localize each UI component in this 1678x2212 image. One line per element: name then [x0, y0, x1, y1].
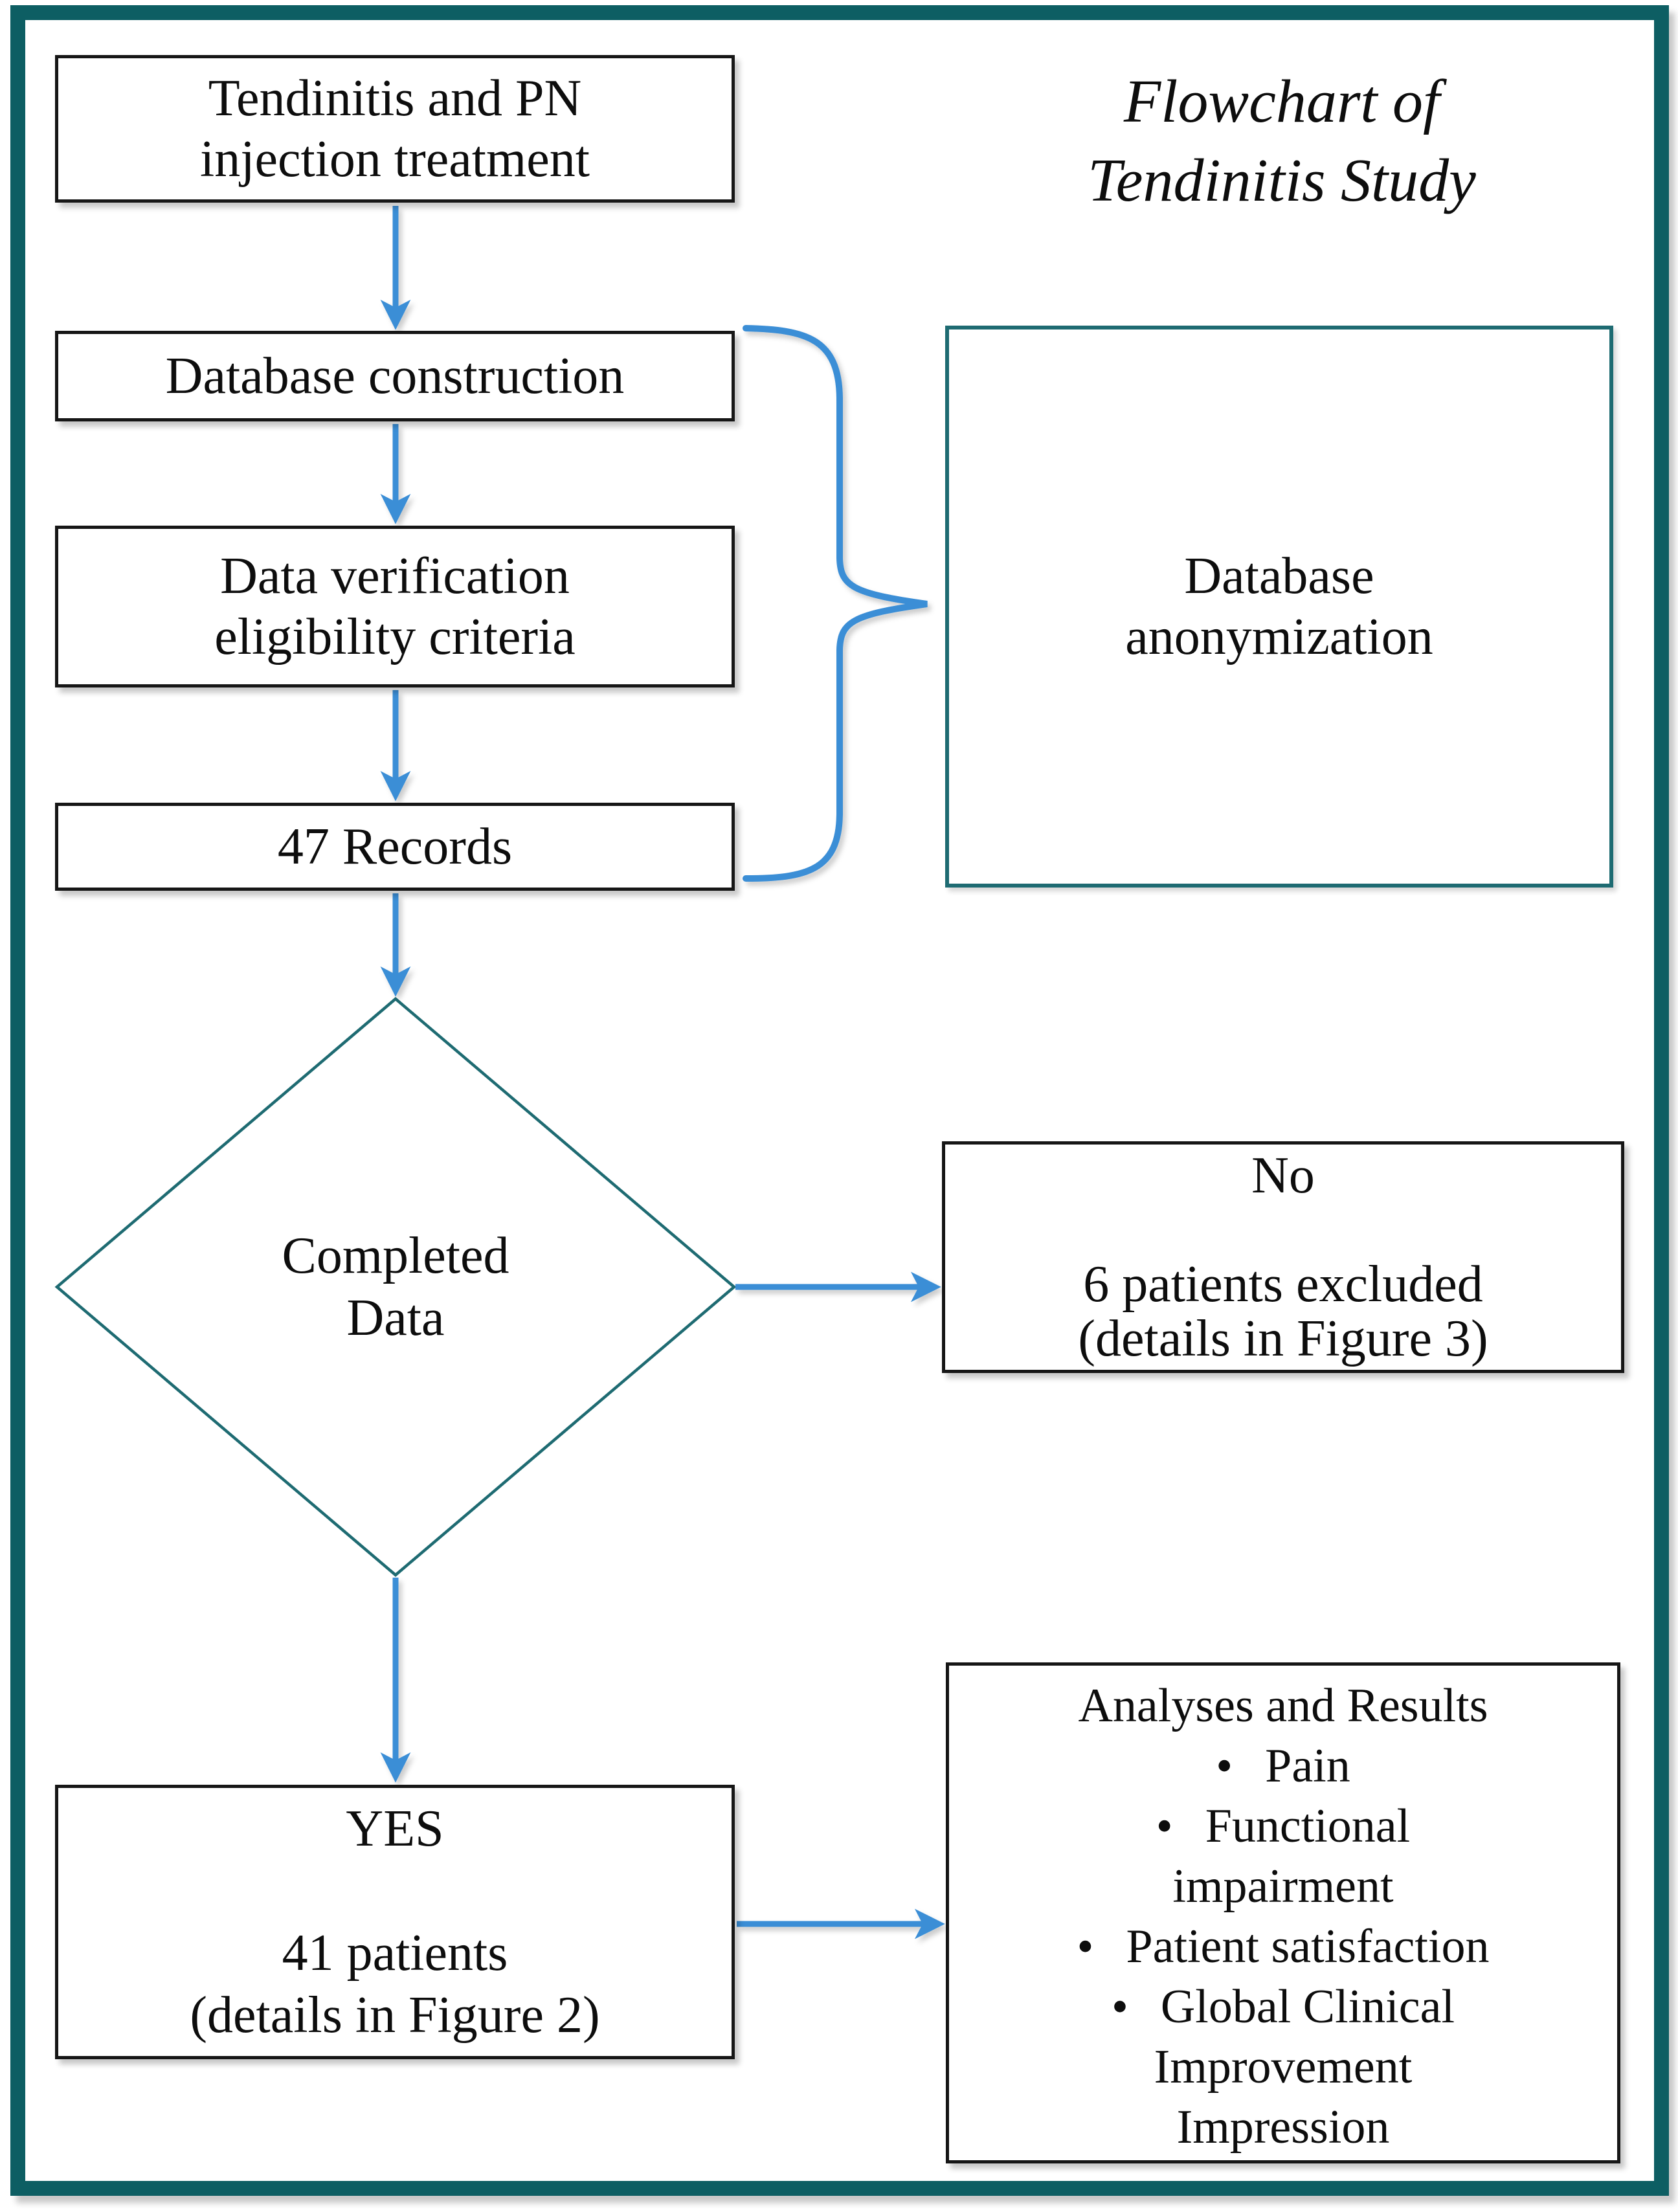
node-text-line: 47 Records: [277, 818, 513, 875]
analyses-bullet-item: [1216, 1736, 1350, 1796]
node-text-line: (details in Figure 3): [1078, 1310, 1488, 1367]
node-text-line: 6 patients excluded: [1083, 1256, 1483, 1313]
node-text-line: No: [1251, 1147, 1315, 1204]
node-text-line: Database: [1184, 548, 1374, 605]
analyses-bullet-text: Global Clinical Improvement Impression: [1154, 1980, 1455, 2154]
brace-anonymization: [746, 328, 927, 878]
node-text-line: eligibility criteria: [214, 609, 576, 665]
analyses-bullet-item: [1089, 1796, 1477, 1917]
bullet-icon: •: [1111, 1980, 1128, 2033]
node-tendinitis-treatment: [55, 55, 735, 203]
analyses-bullet-text: Patient satisfaction: [1126, 1920, 1490, 1973]
analyses-bullet-item: [1057, 1977, 1510, 2158]
node-analyses-results: [946, 1662, 1620, 2163]
node-47-records: [55, 803, 735, 891]
node-text-line: 41 patients: [282, 1925, 508, 1982]
node-text-line: injection treatment: [200, 131, 590, 188]
analyses-bullet-text: Functional impairment: [1172, 1800, 1411, 1913]
node-text-line: [945, 1203, 1621, 1257]
node-text-line: YES: [346, 1800, 444, 1857]
node-completed-data-decision: [57, 999, 734, 1575]
analyses-heading: Analyses and Results: [1078, 1679, 1488, 1732]
node-text-line: (details in Figure 2): [190, 1987, 600, 2044]
bullet-icon: •: [1077, 1920, 1094, 1973]
node-text-line: Data verification: [220, 548, 570, 605]
node-database-construction: [55, 331, 735, 421]
node-text-line: Tendinitis and PN: [208, 70, 582, 127]
node-text-line: anonymization: [1125, 609, 1433, 665]
figure-title-line: Flowchart of: [1123, 68, 1440, 135]
node-data-verification: [55, 526, 735, 687]
node-text-line: Completed: [282, 1227, 509, 1284]
bullet-icon: •: [1216, 1739, 1233, 1793]
node-yes-included: [55, 1785, 735, 2059]
figure-title-line: Tendinitis Study: [1088, 147, 1476, 214]
figure-title: [939, 62, 1625, 220]
node-text-line: Data: [346, 1290, 445, 1346]
node-database-anonymization: [945, 326, 1613, 888]
analyses-bullet-item: [1077, 1917, 1490, 1977]
analyses-bullet-text: Pain: [1265, 1739, 1350, 1793]
bullet-icon: •: [1156, 1800, 1173, 1853]
node-text-line: [58, 1860, 732, 1922]
node-no-excluded: [942, 1141, 1624, 1373]
node-text-line: Database construction: [165, 348, 625, 405]
